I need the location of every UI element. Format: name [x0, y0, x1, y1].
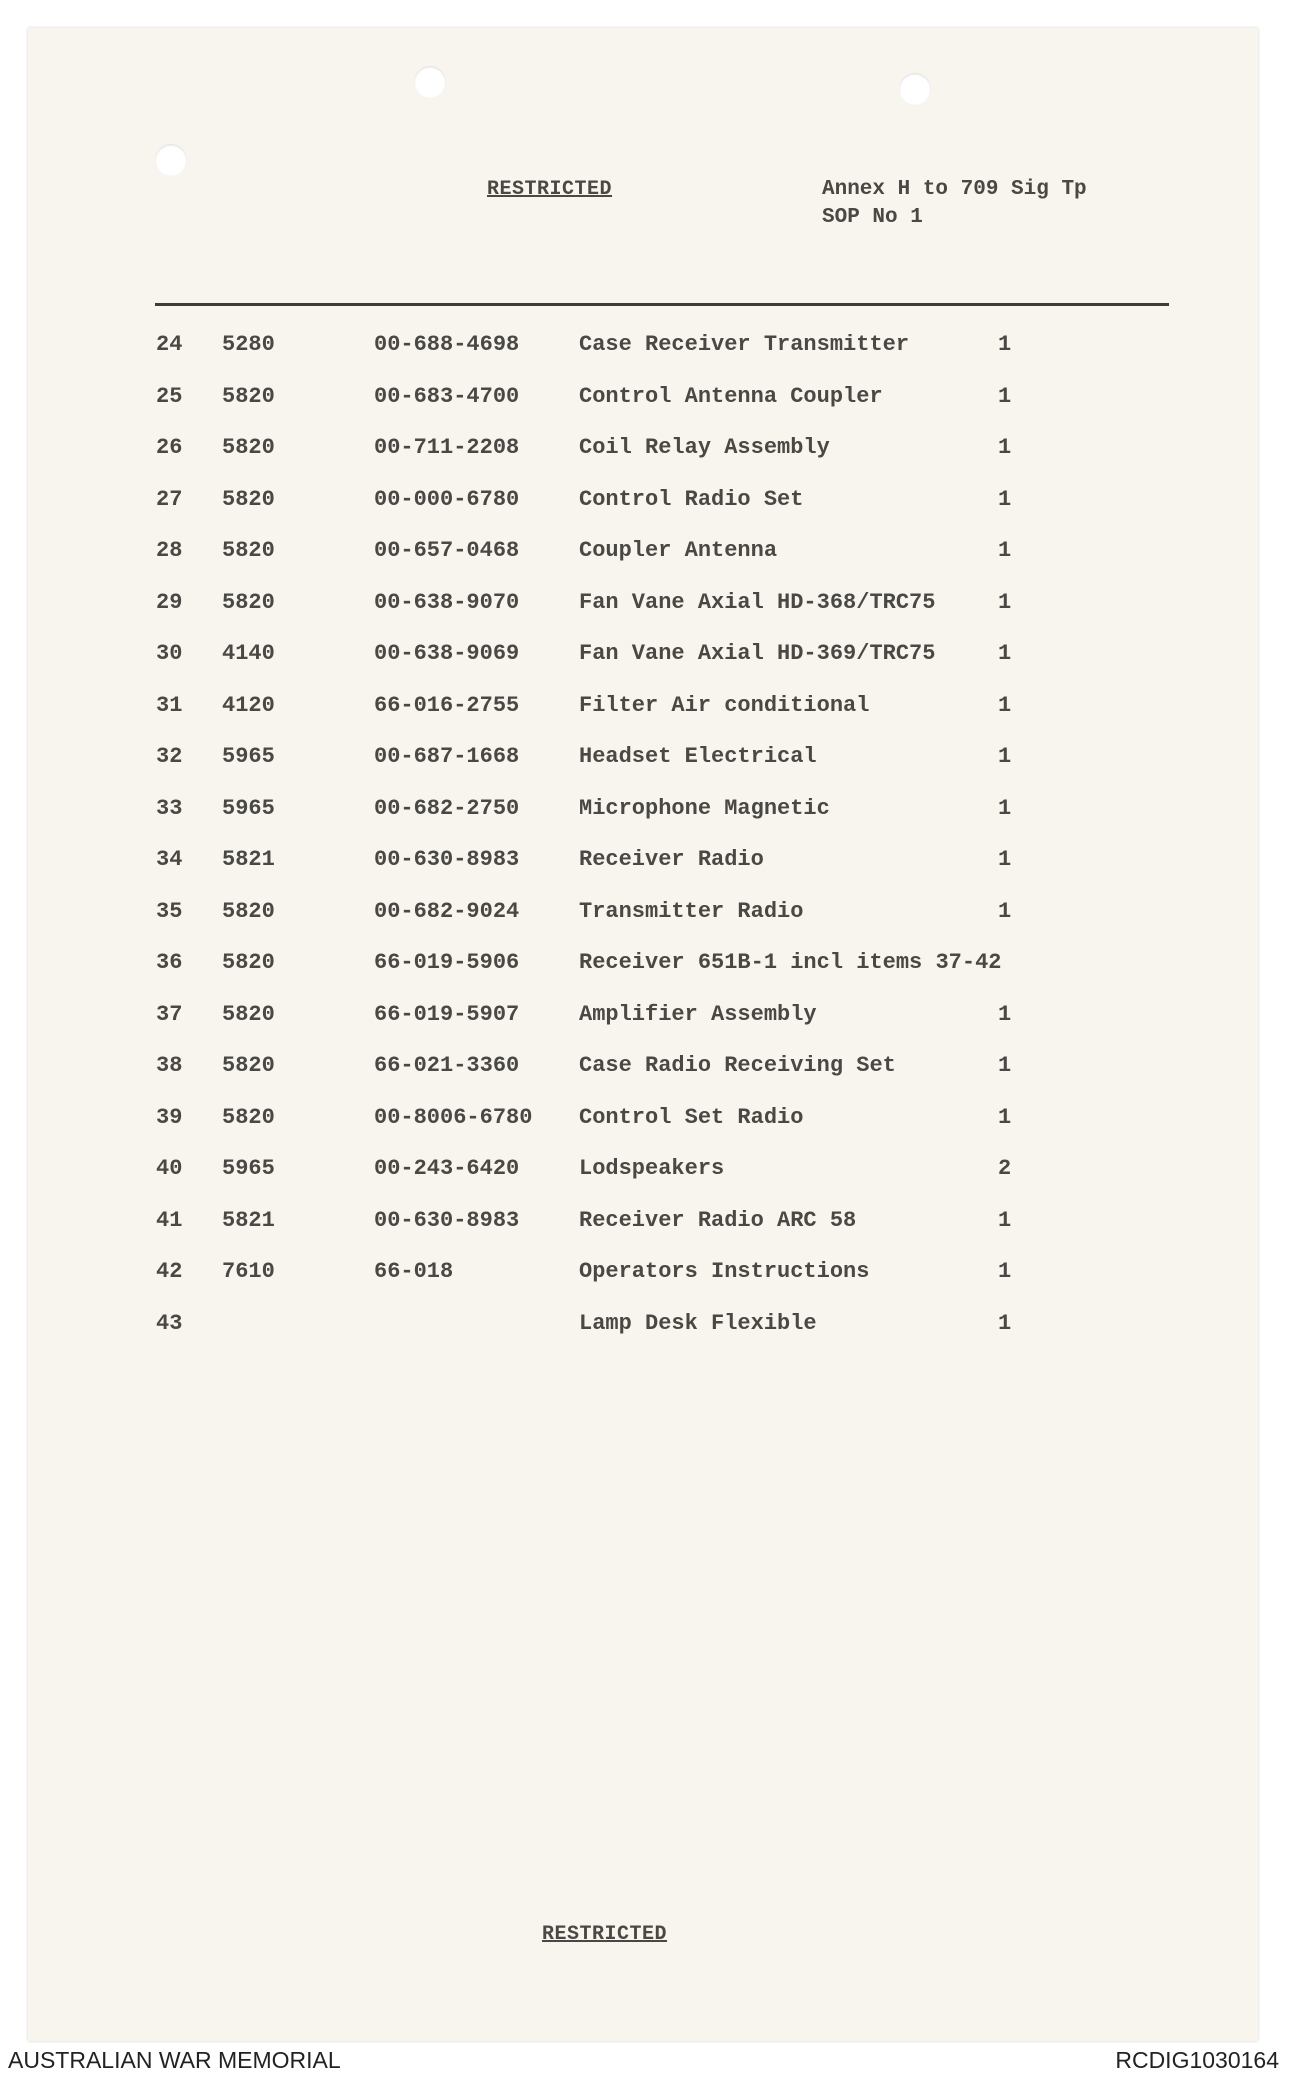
item-number: 33 — [156, 795, 183, 821]
item-description: Control Antenna Coupler — [579, 383, 883, 409]
table-row — [28, 332, 1258, 362]
item-stock-number: 00-687-1668 — [374, 744, 520, 769]
item-quantity: 1 — [998, 332, 1012, 357]
item-number: 26 — [156, 435, 183, 460]
item-number: 40 — [156, 1156, 183, 1181]
item-quantity: 1 — [998, 538, 1012, 563]
item-description: Coupler Antenna — [579, 538, 778, 563]
punch-hole — [414, 66, 446, 98]
item-quantity: 1 — [998, 1310, 1012, 1336]
table-row — [28, 1105, 1258, 1135]
item-stock-number: 00-000-6780 — [374, 486, 520, 512]
item-stock-number: 00-630-8983 — [374, 1207, 520, 1233]
annex-line-1: Annex H to 709 Sig Tp — [822, 178, 1087, 201]
item-class-code: 5820 — [222, 486, 275, 512]
item-quantity: 1 — [998, 1001, 1012, 1027]
item-number: 39 — [156, 1104, 183, 1130]
table-row — [28, 1002, 1258, 1032]
footer-classification: RESTRICTED — [542, 1923, 668, 1946]
item-quantity: 1 — [998, 1104, 1012, 1130]
item-number: 29 — [156, 589, 183, 615]
item-description: Fan Vane Axial HD-368/TRC75 — [579, 589, 936, 615]
item-description: Case Receiver Transmitter — [579, 332, 910, 357]
item-number: 42 — [156, 1259, 183, 1284]
punch-hole — [899, 73, 931, 105]
item-number: 38 — [156, 1053, 183, 1078]
item-class-code: 5965 — [222, 795, 275, 821]
table-row — [28, 590, 1258, 620]
annex-reference — [822, 176, 1087, 232]
table-row — [28, 847, 1258, 877]
item-class-code: 5821 — [222, 847, 275, 872]
item-stock-number: 66-019-5906 — [374, 950, 520, 975]
item-description: Receiver Radio ARC 58 — [579, 1207, 857, 1233]
table-row — [28, 641, 1258, 671]
item-stock-number: 00-8006-6780 — [374, 1104, 533, 1130]
item-class-code: 4140 — [222, 641, 275, 666]
item-number: 41 — [156, 1207, 183, 1233]
item-class-code: 5820 — [222, 589, 275, 615]
item-description: Lodspeakers — [579, 1156, 725, 1181]
item-description: Case Radio Receiving Set — [579, 1053, 896, 1078]
item-description: Microphone Magnetic — [579, 795, 830, 821]
item-quantity: 1 — [998, 795, 1012, 821]
item-quantity: 1 — [998, 744, 1012, 769]
table-row — [28, 899, 1258, 929]
item-quantity: 1 — [998, 486, 1012, 512]
item-number: 34 — [156, 847, 183, 872]
item-class-code: 5820 — [222, 950, 275, 975]
item-class-code: 5821 — [222, 1207, 275, 1233]
item-number: 36 — [156, 950, 183, 975]
table-row — [28, 950, 1258, 980]
item-class-code: 5820 — [222, 1053, 275, 1078]
item-quantity: 1 — [998, 641, 1012, 666]
archive-id: RCDIG1030164 — [1115, 2047, 1279, 2073]
item-number: 25 — [156, 383, 183, 409]
item-stock-number: 00-630-8983 — [374, 847, 520, 872]
item-stock-number: 66-018 — [374, 1259, 454, 1284]
item-stock-number: 00-638-9069 — [374, 641, 520, 666]
item-quantity: 1 — [998, 435, 1012, 460]
item-number: 24 — [156, 332, 183, 357]
header-rule — [155, 303, 1169, 306]
item-stock-number: 66-016-2755 — [374, 692, 520, 718]
table-row — [28, 1311, 1258, 1341]
item-number: 35 — [156, 898, 183, 924]
item-stock-number: 66-019-5907 — [374, 1001, 520, 1027]
item-description: Control Radio Set — [579, 486, 804, 512]
item-number: 37 — [156, 1001, 183, 1027]
item-description: Headset Electrical — [579, 744, 817, 769]
table-row — [28, 693, 1258, 723]
item-quantity: 1 — [998, 692, 1012, 718]
table-row — [28, 796, 1258, 826]
item-quantity: 1 — [998, 847, 1012, 872]
item-class-code: 5965 — [222, 744, 275, 769]
item-quantity: 1 — [998, 1207, 1012, 1233]
item-stock-number: 00-688-4698 — [374, 332, 520, 357]
item-description: Filter Air conditional — [579, 692, 870, 718]
item-class-code: 5820 — [222, 1001, 275, 1027]
table-row — [28, 1259, 1258, 1289]
item-quantity: 2 — [998, 1156, 1012, 1181]
item-stock-number: 00-682-2750 — [374, 795, 520, 821]
document-page — [28, 28, 1258, 2041]
item-number: 30 — [156, 641, 183, 666]
item-class-code: 5820 — [222, 435, 275, 460]
header-classification: RESTRICTED — [487, 178, 613, 201]
item-description: Control Set Radio — [579, 1104, 804, 1130]
item-stock-number: 00-657-0468 — [374, 538, 520, 563]
item-class-code: 5820 — [222, 538, 275, 563]
item-class-code: 5820 — [222, 1104, 275, 1130]
item-quantity: 1 — [998, 898, 1012, 924]
item-description: Lamp Desk Flexible — [579, 1310, 817, 1336]
item-quantity: 1 — [998, 1053, 1012, 1078]
item-description: Receiver 651B-1 incl items 37-42 — [579, 950, 1002, 975]
item-number: 28 — [156, 538, 183, 563]
table-row — [28, 435, 1258, 465]
item-number: 27 — [156, 486, 183, 512]
table-row — [28, 1053, 1258, 1083]
item-description: Operators Instructions — [579, 1259, 870, 1284]
item-description: Receiver Radio — [579, 847, 764, 872]
item-quantity: 1 — [998, 383, 1012, 409]
item-class-code: 5820 — [222, 898, 275, 924]
item-stock-number: 66-021-3360 — [374, 1053, 520, 1078]
item-stock-number: 00-682-9024 — [374, 898, 520, 924]
annex-line-2: SOP No 1 — [822, 206, 923, 229]
item-stock-number: 00-638-9070 — [374, 589, 520, 615]
item-description: Transmitter Radio — [579, 898, 804, 924]
item-class-code: 5965 — [222, 1156, 275, 1181]
item-number: 32 — [156, 744, 183, 769]
table-row — [28, 538, 1258, 568]
item-description: Coil Relay Assembly — [579, 435, 830, 460]
archive-credit: AUSTRALIAN WAR MEMORIAL — [8, 2047, 341, 2073]
item-stock-number: 00-683-4700 — [374, 383, 520, 409]
table-row — [28, 1208, 1258, 1238]
item-stock-number: 00-711-2208 — [374, 435, 520, 460]
item-description: Fan Vane Axial HD-369/TRC75 — [579, 641, 936, 666]
table-row — [28, 384, 1258, 414]
item-number: 43 — [156, 1310, 183, 1336]
item-class-code: 4120 — [222, 692, 275, 718]
table-row — [28, 487, 1258, 517]
item-stock-number: 00-243-6420 — [374, 1156, 520, 1181]
table-row — [28, 1156, 1258, 1186]
item-description: Amplifier Assembly — [579, 1001, 817, 1027]
punch-hole — [155, 144, 187, 176]
item-class-code: 7610 — [222, 1259, 275, 1284]
item-number: 31 — [156, 692, 183, 718]
item-quantity: 1 — [998, 1259, 1012, 1284]
item-class-code: 5280 — [222, 332, 275, 357]
item-quantity: 1 — [998, 589, 1012, 615]
item-class-code: 5820 — [222, 383, 275, 409]
table-row — [28, 744, 1258, 774]
